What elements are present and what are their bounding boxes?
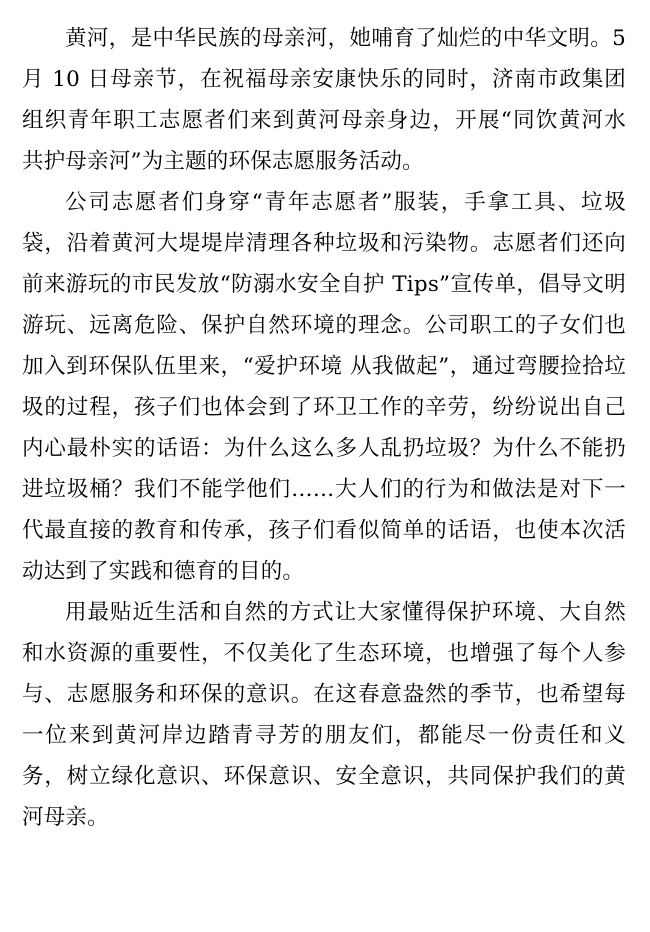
paragraph-1: 黄河，是中华民族的母亲河，她哺育了灿烂的中华文明。5 月 10 日母亲节，在祝福母亲安康快乐的同时，济南市政集团组织青年职工志愿者们来到黄河母亲身边，开展“同饮黄河水 共护母亲河”为主题的环保志愿服务活动。 — [22, 26, 626, 174]
document-body — [22, 18, 626, 838]
paragraph-3: 用最贴近生活和自然的方式让大家懂得保护环境、大自然和水资源的重要性，不仅美化了生态环境，也增强了每个人参与、志愿服务和环保的意识。在这春意盎然的季节，也希望每一位来到黄河岸边踏青寻芳的朋友们，都能尽一份责任和义务，树立绿化意识、环保意识、安全意识，共同保护我们的黄河母亲。 — [22, 600, 626, 830]
paragraph-2: 公司志愿者们身穿“青年志愿者”服装，手拿工具、垃圾袋，沿着黄河大堤堤岸清理各种垃圾和污染物。志愿者们还向前来游玩的市民发放“防溺水安全自护 Tips”宣传单，倡导文明游玩、远离危险、保护自然环境的理念。公司职工的子女们也加入到环保队伍里来，“爱护环境 从我做起”，通过弯腰捡拾垃圾的过程，孩子们也体会到了环卫工作的辛劳，纷纷说出自己内心最朴实的话语：为什么这么多人乱扔垃圾？为什么不能扔进垃圾桶？我们不能学他们……大人们的行为和做法是对下一代最直接的教育和传承，孩子们看似简单的话语，也使本次活动达到了实践和德育的目的。 — [22, 190, 626, 584]
